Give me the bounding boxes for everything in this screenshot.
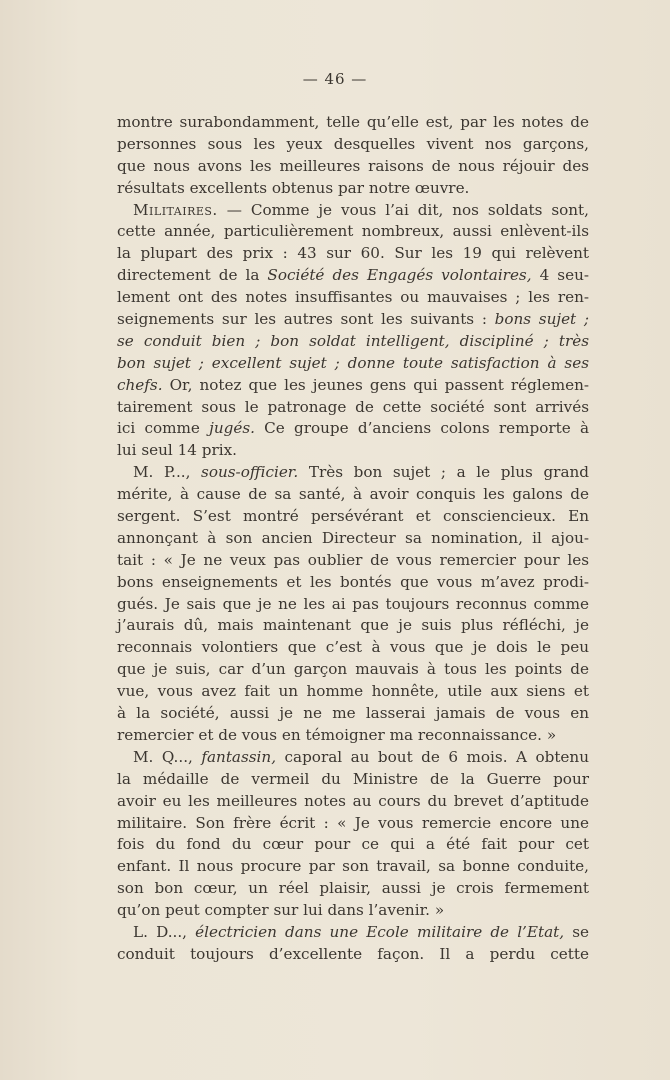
text-run: se bbox=[564, 922, 589, 941]
text-line bbox=[117, 331, 589, 353]
text-run: M. Q..., bbox=[133, 747, 202, 766]
text-line bbox=[117, 287, 589, 309]
text-run: conduit toujours d’excellente façon. Il a perdu cette bbox=[117, 944, 589, 963]
text-run: gués. Je sais que je ne les ai pas toujours reconnus comme bbox=[117, 594, 589, 613]
text-run: personnes sous les yeux desquelles vivent nos garçons, bbox=[117, 134, 589, 153]
italic-run: jugés. bbox=[209, 419, 255, 438]
text-line bbox=[117, 353, 589, 375]
text-line bbox=[117, 813, 589, 835]
text-run: directement de la bbox=[117, 266, 268, 285]
text-line bbox=[117, 418, 589, 440]
text-run: bons enseignements et les bontés que vous m’avez prodi- bbox=[117, 572, 589, 591]
italic-run: électricien dans une Ecole militaire de l’Etat, bbox=[195, 922, 565, 941]
text-line bbox=[117, 922, 589, 944]
text-run: cette année, particulièrement nombreux, aussi enlèvent-ils bbox=[117, 222, 589, 241]
text-run: mérite, à cause de sa santé, à avoir conquis les galons de bbox=[117, 485, 589, 504]
text-run: lement ont des notes insuffisantes ou mauvaises ; les ren- bbox=[117, 288, 589, 307]
text-line bbox=[117, 900, 589, 922]
italic-run: sous-officier. bbox=[201, 463, 299, 482]
text-run: reconnais volontiers que c’est à vous que je dois le peu bbox=[117, 638, 589, 657]
text-line bbox=[117, 178, 589, 200]
text-run: seignements sur les autres sont les suivants : bbox=[117, 310, 495, 329]
text-run: résultats excellents obtenus par notre œuvre. bbox=[117, 178, 470, 197]
text-line bbox=[117, 725, 589, 747]
text-line bbox=[117, 681, 589, 703]
text-line bbox=[117, 572, 589, 594]
text-line bbox=[117, 769, 589, 791]
text-line bbox=[117, 309, 589, 331]
text-run: L. D..., bbox=[133, 922, 196, 941]
text-line bbox=[117, 156, 589, 178]
text-line bbox=[117, 594, 589, 616]
text-run: tait : « Je ne veux pas oublier de vous remercier pour les bbox=[117, 550, 589, 569]
text-run: que nous avons les meilleures raisons de nous réjouir des bbox=[117, 156, 589, 175]
text-run: — Comme je vous l’ai dit, nos soldats sont, bbox=[217, 200, 589, 219]
text-line bbox=[117, 243, 589, 265]
text-line bbox=[117, 791, 589, 813]
text-line bbox=[117, 440, 589, 462]
italic-run: Société des Engagés volontaires, bbox=[267, 266, 532, 285]
text-line bbox=[117, 484, 589, 506]
text-run: lui seul 14 prix. bbox=[117, 441, 237, 460]
small-caps-run: Militaires. bbox=[133, 200, 218, 219]
body-text bbox=[117, 112, 589, 966]
text-line bbox=[117, 200, 589, 222]
italic-run: fantassin, bbox=[201, 747, 277, 766]
text-run: que je suis, car d’un garçon mauvais à tous les points de bbox=[117, 660, 589, 679]
text-run: montre surabondamment, telle qu’elle est, par les notes de bbox=[117, 113, 589, 131]
text-run: j’aurais dû, mais maintenant que je suis plus réfléchi, je bbox=[117, 616, 589, 635]
text-line bbox=[117, 659, 589, 681]
text-run: tairement sous le patronage de cette société sont arrivés bbox=[117, 397, 589, 416]
text-run: à la société, aussi je ne me lasserai jamais de vous en bbox=[117, 704, 589, 723]
italic-run: se conduit bien ; bon soldat intelligent, discipliné ; très bbox=[117, 331, 589, 350]
text-run: fois du fond du cœur pour ce qui a été fait pour cet bbox=[117, 835, 589, 854]
text-line bbox=[117, 375, 589, 397]
text-line bbox=[117, 878, 589, 900]
text-line bbox=[117, 834, 589, 856]
text-run: 4 seu- bbox=[531, 266, 589, 285]
text-line bbox=[117, 397, 589, 419]
italic-run: bon sujet ; excellent sujet ; donne toute satisfaction à ses bbox=[117, 353, 589, 372]
text-run: Ce groupe d’anciens colons remporte à bbox=[254, 419, 589, 438]
text-run: militaire. Son frère écrit : « Je vous remercie encore une bbox=[117, 813, 589, 832]
text-run: caporal au bout de 6 mois. A obtenu bbox=[276, 747, 589, 766]
text-line bbox=[117, 265, 589, 287]
text-run: son bon cœur, un réel plaisir, aussi je crois fermement bbox=[117, 879, 589, 898]
italic-run: bons sujet ; bbox=[494, 310, 589, 329]
text-line bbox=[117, 747, 589, 769]
page-number: — 46 — bbox=[302, 70, 368, 88]
text-line bbox=[117, 221, 589, 243]
text-line bbox=[117, 944, 589, 966]
text-line bbox=[117, 528, 589, 550]
text-line bbox=[117, 462, 589, 484]
text-line bbox=[117, 856, 589, 878]
text-line bbox=[117, 112, 589, 134]
text-run: M. P..., bbox=[133, 463, 202, 482]
text-run: sergent. S’est montré persévérant et consciencieux. En bbox=[117, 507, 589, 526]
text-run: Or, notez que les jeunes gens qui passent réglemen- bbox=[162, 375, 589, 394]
text-run: la médaille de vermeil du Ministre de la Guerre pour bbox=[117, 769, 589, 788]
text-line bbox=[117, 134, 589, 156]
text-run: enfant. Il nous procure par son travail, sa bonne conduite, bbox=[117, 857, 589, 876]
text-line bbox=[117, 550, 589, 572]
text-run: vue, vous avez fait un homme honnête, utile aux siens et bbox=[117, 682, 589, 701]
text-run: qu’on peut compter sur lui dans l’avenir. » bbox=[117, 901, 445, 920]
text-run: la plupart des prix : 43 sur 60. Sur les 19 qui relèvent bbox=[117, 244, 589, 263]
text-line bbox=[117, 637, 589, 659]
text-line bbox=[117, 703, 589, 725]
text-run: avoir eu les meilleures notes au cours du brevet d’aptitude bbox=[117, 791, 589, 810]
text-run: annonçant à son ancien Directeur sa nomination, il ajou- bbox=[117, 528, 589, 547]
text-line bbox=[117, 506, 589, 528]
text-run: ici comme bbox=[117, 419, 210, 438]
italic-run: chefs. bbox=[117, 375, 163, 394]
text-run: Très bon sujet ; a le plus grand bbox=[298, 463, 589, 482]
text-run: remercier et de vous en témoigner ma reconnaissance. » bbox=[117, 725, 557, 744]
text-line bbox=[117, 615, 589, 637]
